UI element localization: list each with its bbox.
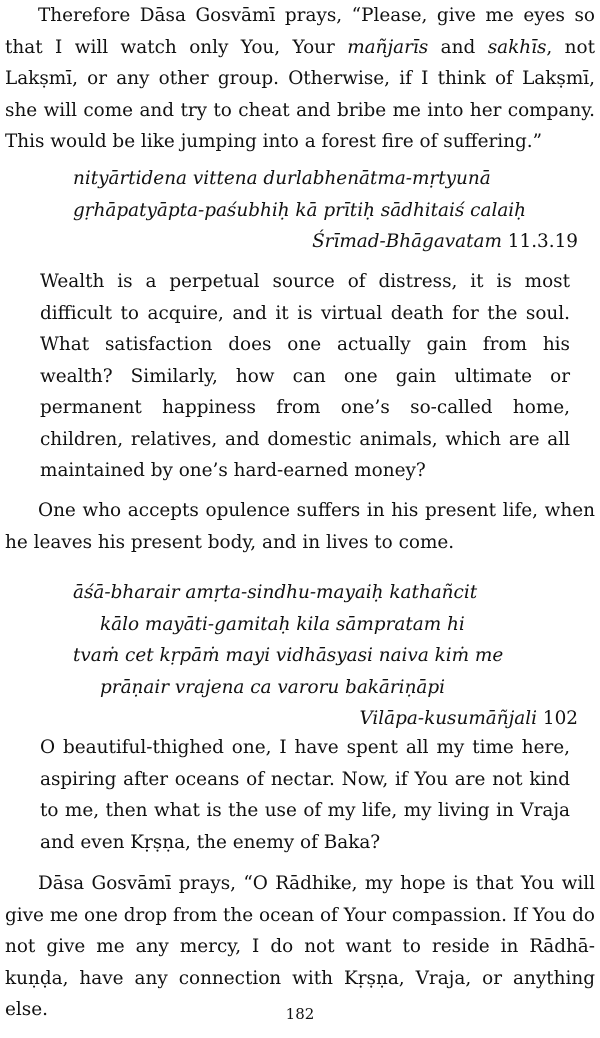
verse-bhagavatam xyxy=(73,163,578,258)
verse1-source-title: Śrīmad-Bhāgavatam xyxy=(312,231,502,252)
paragraph-dasa-gosvami-eyes xyxy=(0,0,600,158)
verse2-source xyxy=(73,703,578,735)
paragraph-beautiful-thighed: O beautiful-thighed one, I have spent all my time here, aspiring after oceans of nectar. Now, if You are not kind to me, then what is the use of my life, my living in Vraja and even Kṛṣṇa, the enemy of Baka? xyxy=(40,737,570,853)
verse2-line-2: kālo mayāti-gamitaḥ kila sāmpratam hi xyxy=(100,613,465,635)
verse1-line-1: nityārtidena vittena durlabhenātma-mṛtyunā xyxy=(73,168,491,189)
p1-text-b: and xyxy=(428,36,488,58)
verse1-source xyxy=(73,226,578,258)
p1-term-manjaris: mañjarīs xyxy=(347,36,429,58)
verse2-line-1: āśā-bharair amṛta-sindhu-mayaiḥ kathañcit xyxy=(73,582,478,603)
verse2-source-ref: 102 xyxy=(542,708,578,729)
paragraph-radhike-hope: Dāsa Gosvāmī prays, “O Rādhike, my hope is that You will give me one drop from the ocean of Your compassion. If You do not give me any mercy, I do not want to reside in Rādhā-kuṇḍa, have any connection with Kṛṣṇa, Vraja, or anything else. xyxy=(5,873,595,1020)
paragraph-wealth-distress: Wealth is a perpetual source of distress, it is most difficult to acquire, and it is virtual death for the soul. What satisfaction does one actually gain from his wealth? Similarly, how can one gain ultimate or permanent happiness from one’s so-called home, children, relatives, and domestic animals, which are all maintained by one’s hard-earned money? xyxy=(40,271,570,481)
p1-text-c: , not Lakṣmī, or any other group. Otherwise, if I think of Lakṣmī, she will come and try to cheat and bribe me into her company. This would be like jumping into a forest fire of suffering.” xyxy=(5,36,595,152)
p1-term-sakhis: sakhīs xyxy=(487,36,547,58)
verse2-line-3: tvaṁ cet kṛpāṁ mayi vidhāsyasi naiva kiṁ me xyxy=(73,645,504,666)
verse2-source-title: Vilāpa-kusumāñjali xyxy=(359,708,538,729)
p1-text-a: Therefore Dāsa Gosvāmī prays, “Please, give me eyes so that I will watch only You, Your xyxy=(5,5,595,58)
verse2-line-4: prāṇair vrajena ca varoru bakāriṇāpi xyxy=(100,676,446,698)
paragraph-opulence-suffering: One who accepts opulence suffers in his present life, when he leaves his present body, and in lives to come. xyxy=(5,500,595,553)
page-number: 182 xyxy=(285,1005,315,1023)
verse1-line-2: gṛhāpatyāpta-paśubhiḥ kā prītiḥ sādhitaiś calaiḥ xyxy=(73,199,527,221)
verse1-source-ref: 11.3.19 xyxy=(507,231,578,252)
verse-vilapa-kusumanjali xyxy=(73,577,578,735)
